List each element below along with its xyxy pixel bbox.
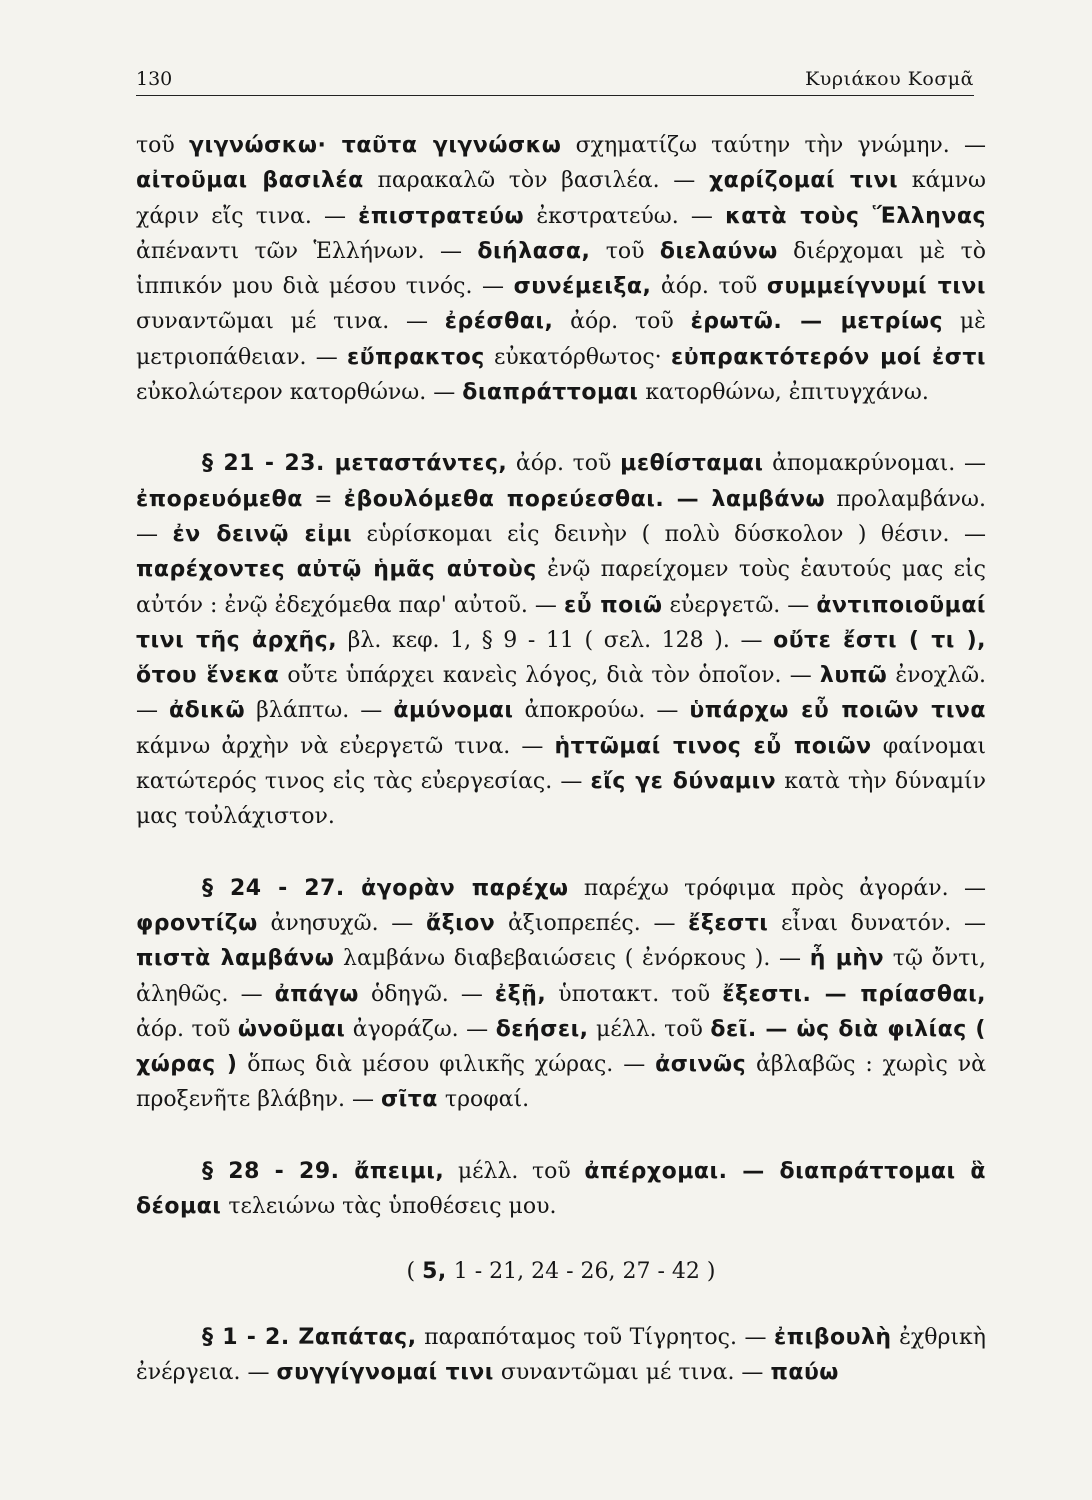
headword: ἔξεστι xyxy=(688,910,769,936)
paragraph-1 xyxy=(136,128,986,410)
headword: αἰτοῦμαι βασιλέα xyxy=(136,168,364,194)
headword: ἡττῶμαί τινος εὖ ποιῶν xyxy=(554,733,872,759)
headword: ἀμύνομαι xyxy=(393,698,514,724)
headword: ἦ μὴν xyxy=(809,946,885,972)
headword: παύω xyxy=(770,1359,839,1385)
gloss-text: παρέχω τρόφιμα πρὸς ἀγοράν. — xyxy=(568,875,986,901)
headword: § 1 - 2. Ζαπάτας, xyxy=(202,1324,417,1350)
page-number: 130 xyxy=(136,68,173,90)
headword: ἀντιποιοῦμαί τινι τῆς ἀρχῆς, xyxy=(136,592,987,653)
gloss-text: κατορθώνω, ἐπιτυγχάνω. xyxy=(638,380,929,406)
paragraph-section-24-27 xyxy=(136,871,986,1118)
headword: σῖτα xyxy=(381,1087,438,1113)
headword: ἐπιστρατεύω xyxy=(358,203,525,229)
gloss-text: ἀπομακρύνομαι. — xyxy=(763,451,986,477)
gloss-text: κατὰ τὴν δύναμίν μας τοὐλάχιστον. xyxy=(136,769,986,830)
gloss-text: τροφαί. xyxy=(437,1087,530,1113)
headword: ἐξῇ, xyxy=(494,981,547,1007)
headword: συμμείγνυμί τινι xyxy=(766,274,986,300)
headword: συγγίγνομαί τινι xyxy=(276,1359,494,1385)
gloss-text: 1 - 21, 24 - 26, 27 - 42 ) xyxy=(446,1259,716,1285)
gloss-text: κάμνω ἀρχὴν νὰ εὐεργετῶ τινα. — xyxy=(136,733,555,759)
gloss-text: ἀόρ. τοῦ xyxy=(553,309,691,335)
headword: ἐπορευόμεθα xyxy=(136,486,303,512)
gloss-text: ἐνῷ παρείχομεν τοὺς ἑαυτούς μας εἰς αὐτόν : ἐνῷ ἐδεχόμεθα παρ' αὐτοῦ. — xyxy=(136,557,987,618)
commentary-body xyxy=(136,128,986,1390)
headword: διαπράττομαι xyxy=(462,380,639,406)
gloss-text: μέλλ. τοῦ xyxy=(444,1158,585,1184)
running-head: Κυριάκου Κοσμᾶ xyxy=(805,68,974,90)
headword: ὑπάρχω εὖ ποιῶν τινα xyxy=(689,698,987,724)
headword: πιστὰ λαμβάνω xyxy=(136,946,335,972)
gloss-text: ἀβλαβῶς : χωρὶς νὰ προξενῆτε βλάβην. — xyxy=(136,1052,987,1113)
gloss-text: εὑρίσκομαι εἰς δεινὴν ( πολὺ δύσκολον ) θέσιν. — xyxy=(352,521,986,547)
headword: ἔξεστι. — πρίασθαι, xyxy=(722,981,986,1007)
chapter-reference xyxy=(136,1254,986,1289)
gloss-text: ἐκστρατεύω. — xyxy=(524,203,726,229)
gloss-text: ἀνησυχῶ. — xyxy=(257,910,426,936)
headword: διελαύνω xyxy=(659,238,778,264)
headword: ὠνοῦμαι xyxy=(237,1016,346,1042)
gloss-text: ἀποκρούω. — xyxy=(513,698,690,724)
headword: δεῖ. — ὡς διὰ φιλίας ( χώρας ) xyxy=(136,1016,986,1078)
header-rule xyxy=(136,95,974,96)
gloss-text: ἐχθρικὴ ἐνέργεια. — xyxy=(136,1324,986,1385)
headword: οὔτε ἔστι ( τι ), ὅτου ἕνεκα xyxy=(136,627,986,689)
gloss-text: παρακαλῶ τὸν βασιλέα. — xyxy=(363,168,709,194)
headword: § 21 - 23. μεταστάντες, xyxy=(202,451,508,477)
gloss-text: ἀόρ. τοῦ xyxy=(507,451,621,477)
headword: ἀπέρχομαι. — διαπράττομαι ἃ δέομαι xyxy=(136,1158,986,1220)
gloss-text: ὅπως διὰ μέσου φιλικῆς χώρας. — xyxy=(237,1052,656,1078)
headword: 5, xyxy=(422,1259,447,1285)
gloss-text: τελειώνω τὰς ὑποθέσεις μου. xyxy=(221,1194,557,1220)
gloss-text: ἀόρ. τοῦ xyxy=(651,274,767,300)
headword: δεήσει, xyxy=(495,1016,589,1042)
gloss-text: ἐνοχλῶ. — xyxy=(136,663,987,724)
headword: εὐπρακτότερόν μοί ἐστι xyxy=(670,344,986,370)
headword: ἀσινῶς xyxy=(655,1052,747,1078)
gloss-text: οὔτε ὑπάρχει κανεὶς λόγος, διὰ τὸν ὁποῖον. — xyxy=(279,663,820,689)
headword: § 28 - 29. ἄπειμι, xyxy=(202,1158,445,1184)
gloss-text: ἀπέναντι τῶν Ἑλλήνων. — xyxy=(136,238,478,264)
headword: λυπῶ xyxy=(819,663,888,689)
headword: μεθίσταμαι xyxy=(620,451,764,477)
headword: φροντίζω xyxy=(136,910,258,936)
gloss-text: συναντῶμαι μέ τινα. — xyxy=(136,309,445,335)
gloss-text: = xyxy=(302,486,344,512)
headword: ἀπάγω xyxy=(274,981,359,1007)
page-header xyxy=(136,62,974,96)
headword: γιγνώσκω· ταῦτα γιγνώσκω xyxy=(189,133,562,158)
headword: κατὰ τοὺς Ἕλληνας xyxy=(725,203,986,229)
headword: διήλασα, xyxy=(477,238,591,264)
headword: χαρίζομαί τινι xyxy=(708,168,899,194)
gloss-text: ἀξιοπρεπές. — xyxy=(495,910,689,936)
headword: εἴς γε δύναμιν xyxy=(590,769,777,795)
headword: ἐρωτῶ. — μετρίως xyxy=(690,309,944,335)
headword: ἄξιον xyxy=(425,910,496,936)
gloss-text: λαμβάνω διαβεβαιώσεις ( ἐνόρκους ). — xyxy=(334,946,810,972)
gloss-text: ἀόρ. τοῦ xyxy=(136,1016,238,1042)
gloss-text: ὁδηγῶ. — xyxy=(358,981,495,1007)
headword: εὖ ποιῶ xyxy=(563,592,663,618)
gloss-text: εἶναι δυνατόν. — xyxy=(768,910,986,936)
headword: § 24 - 27. ἀγορὰν παρέχω xyxy=(202,875,569,901)
headword: ἐν δεινῷ εἰμι xyxy=(172,521,353,547)
gloss-text: ( xyxy=(406,1259,423,1285)
gloss-text: εὐκολώτερον κατορθώνω. — xyxy=(136,380,463,406)
gloss-text: φαίνομαι κατώτερός τινος εἰς τὰς εὐεργεσίας. — xyxy=(136,733,986,795)
gloss-text: κάμνω χάριν εἴς τινα. — xyxy=(136,168,986,229)
headword: συνέμειξα, xyxy=(513,274,652,300)
headword: ἐβουλόμεθα πορεύεσθαι. — λαμβάνω xyxy=(343,486,826,512)
gloss-text: τοῦ xyxy=(136,133,190,158)
gloss-text: παραπόταμος τοῦ Τίγρητος. — xyxy=(416,1324,775,1350)
paragraph-section-1-2 xyxy=(136,1320,986,1391)
gloss-text: βλ. κεφ. 1, § 9 - 11 ( σελ. 128 ). — xyxy=(337,627,774,653)
gloss-text: εὐεργετῶ. — xyxy=(662,592,817,618)
gloss-text: μέλλ. τοῦ xyxy=(588,1016,711,1042)
gloss-text: τῷ ὄντι, ἀληθῶς. — xyxy=(136,946,986,1007)
paragraph-section-28-29 xyxy=(136,1154,986,1225)
headword: ἐρέσθαι, xyxy=(444,309,554,335)
gloss-text: βλάπτω. — xyxy=(245,698,394,724)
gloss-text: συναντῶμαι μέ τινα. — xyxy=(493,1359,771,1385)
gloss-text: ἀγοράζω. — xyxy=(345,1016,496,1042)
headword: εὔπρακτος xyxy=(347,344,485,370)
gloss-text: σχηματίζω ταύτην τὴν γνώμην. — xyxy=(561,133,986,158)
gloss-text: διέρχομαι μὲ τὸ ἱππικόν μου διὰ μέσου τινός. — xyxy=(136,238,987,300)
gloss-text: προλαμβάνω. — xyxy=(136,486,986,547)
headword: παρέχοντες αὐτῷ ἡμᾶς αὐτοὺς xyxy=(136,557,537,583)
gloss-text: μὲ μετριοπάθειαν. — xyxy=(136,309,986,370)
paragraph-section-21-23 xyxy=(136,446,986,834)
gloss-text: τοῦ xyxy=(590,238,660,264)
headword: ἀδικῶ xyxy=(169,698,246,724)
gloss-text: εὐκατόρθωτος· xyxy=(484,344,671,370)
headword: ἐπιβουλὴ xyxy=(774,1324,892,1350)
gloss-text: ὑποτακτ. τοῦ xyxy=(546,981,723,1007)
